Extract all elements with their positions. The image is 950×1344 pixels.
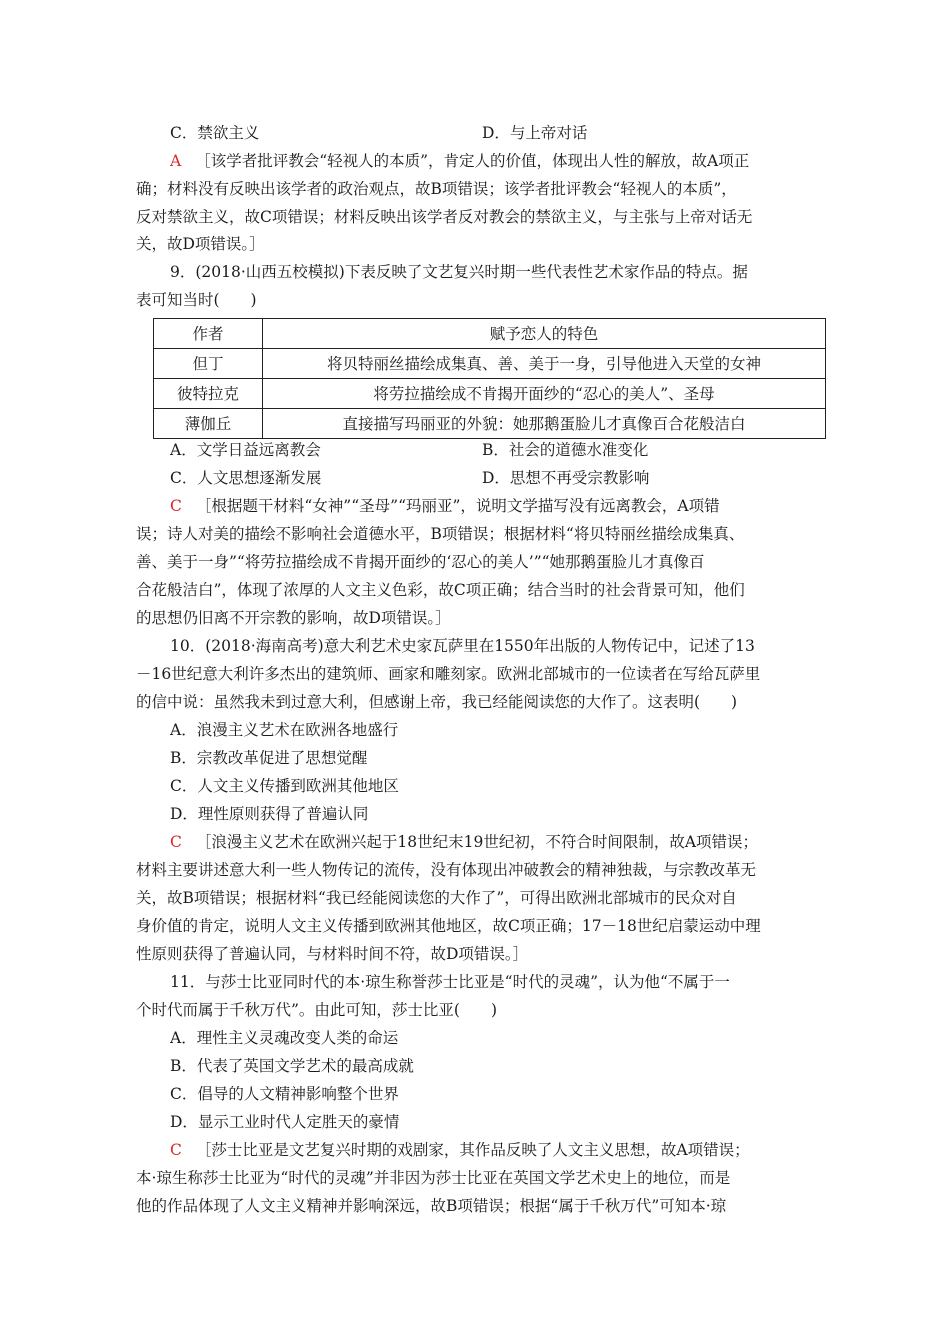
q9-explanation-line: 误；诗人对美的描绘不影响社会道德水平，B项错误；根据材料“将贝特丽丝描绘成集真、 <box>136 525 745 543</box>
q8-explanation-line: 反对禁欲主义，故C项错误；材料反映出该学者反对教会的禁欲主义，与主张与上帝对话无 <box>136 208 753 226</box>
table-row <box>154 379 826 409</box>
q10-option: B．宗教改革促进了思想觉醒 <box>170 749 368 767</box>
table-cell-feature: 直接描写玛丽亚的外貌：她那鹅蛋脸儿才真像百合花般洁白 <box>263 409 826 439</box>
q11-option: C．倡导的人文精神影响整个世界 <box>170 1085 399 1103</box>
q11-answer-letter: C <box>170 1141 182 1159</box>
table-row <box>154 409 826 439</box>
q11-stem-line: 个时代而属于千秋万代”。由此可知，莎士比亚( ) <box>136 1001 498 1019</box>
q9-table <box>153 318 826 439</box>
table-cell-feature: 将劳拉描绘成不肯揭开面纱的“忍心的美人”、圣母 <box>263 379 826 409</box>
q9-explanation-line: 的思想仍旧离不开宗教的影响，故D项错误。］ <box>136 609 451 627</box>
q8-explanation-line: 确；材料没有反映出该学者的政治观点，故B项错误；该学者批评教会“轻视人的本质”， <box>136 180 737 198</box>
q11-option: D．显示工业时代人定胜天的豪情 <box>170 1113 400 1131</box>
table-cell-author: 薄伽丘 <box>154 409 263 439</box>
q9-option-d: D．思想不再受宗教影响 <box>482 469 650 487</box>
q11-explanation-line: C ［莎士比亚是文艺复兴时期的戏剧家，其作品反映了人文主义思想，故A项错误； <box>170 1141 750 1159</box>
q10-option: D．理性原则获得了普遍认同 <box>170 805 369 823</box>
q10-explanation-line: 性原则获得了普遍认同，与材料时间不符，故D项错误。］ <box>136 945 529 963</box>
q10-explanation-line: 关，故B项错误；根据材料“我已经能阅读您的大作了”，可得出欧洲北部城市的民众对自 <box>136 889 737 907</box>
table-cell-feature: 将贝特丽丝描绘成集真、善、美于一身，引导他进入天堂的女神 <box>263 349 826 379</box>
q11-option: B．代表了英国文学艺术的最高成就 <box>170 1057 414 1075</box>
q10-option: C．人文主义传播到欧洲其他地区 <box>170 777 399 795</box>
q10-stem-line: 的信中说：虽然我未到过意大利，但感谢上帝，我已经能阅读您的大作了。这表明( ) <box>136 693 738 711</box>
q9-option-c: C．人文思想逐渐发展 <box>170 469 322 487</box>
table-header-cell: 作者 <box>154 319 263 349</box>
q10-stem-line: 10．(2018·海南高考)意大利艺术史家瓦萨里在1550年出版的人物传记中，记述了13 <box>170 637 755 655</box>
q11-option: A．理性主义灵魂改变人类的命运 <box>170 1029 399 1047</box>
table-cell-author: 但丁 <box>154 349 263 379</box>
q8-explanation-line: 关，故D项错误。］ <box>136 235 265 253</box>
q9-stem-line: 9．(2018·山西五校模拟)下表反映了文艺复兴时期一些代表性艺术家作品的特点。据 <box>170 263 748 281</box>
q8-explanation-line: A ［该学者批评教会“轻视人的本质”，肯定人的价值，体现出人性的解放，故A项正 <box>170 152 750 170</box>
table-header-cell: 赋予恋人的特色 <box>263 319 826 349</box>
q10-explanation-line: 身价值的肯定，说明人文主义传播到欧洲其他地区，故C项正确；17－18世纪启蒙运动中理 <box>136 917 761 935</box>
q10-answer-letter: C <box>170 833 182 851</box>
q10-explanation-line: 材料主要讲述意大利一些人物传记的流传，没有体现出冲破教会的精神独裁，与宗教改革无 <box>136 861 757 879</box>
table-cell-author: 彼特拉克 <box>154 379 263 409</box>
q11-explanation-line: 本·琼生称莎士比亚为“时代的灵魂”并非因为莎士比亚在英国文学艺术史上的地位，而是 <box>136 1169 731 1187</box>
q8-option-c: C．禁欲主义 <box>170 124 260 142</box>
table-header-row <box>154 319 826 349</box>
q9-option-b: B．社会的道德水准变化 <box>482 441 649 459</box>
table-row <box>154 349 826 379</box>
q9-option-a: A．文学日益远离教会 <box>170 441 321 459</box>
q9-stem-line: 表可知当时( ) <box>136 291 257 309</box>
q11-explanation-line: 他的作品体现了人文主义精神并影响深远，故B项错误；根据“属于千秋万代”可知本·琼 <box>136 1197 727 1215</box>
q9-explanation-line: C ［根据题干材料“女神”“圣母”“玛丽亚”，说明文学描写没有远离教会，A项错 <box>170 497 720 515</box>
q10-option: A．浪漫主义艺术在欧洲各地盛行 <box>170 721 399 739</box>
q10-explanation-line: C ［浪漫主义艺术在欧洲兴起于18世纪末19世纪初，不符合时间限制，故A项错误； <box>170 833 759 851</box>
q8-answer-letter: A <box>170 152 182 170</box>
q8-option-d: D．与上帝对话 <box>482 124 588 142</box>
q10-stem-line: －16世纪意大利许多杰出的建筑师、画家和雕刻家。欧洲北部城市的一位读者在写给瓦萨里 <box>136 665 761 683</box>
q9-explanation-line: 善、美于一身”“将劳拉描绘成不肯揭开面纱的‘忍心的美人’”“她那鹅蛋脸儿才真像百 <box>136 553 705 571</box>
q9-answer-letter: C <box>170 497 182 515</box>
q11-stem-line: 11．与莎士比亚同时代的本·琼生称誉莎士比亚是“时代的灵魂”，认为他“不属于一 <box>170 973 730 991</box>
q9-explanation-line: 合花般洁白”，体现了浓厚的人文主义色彩，故C项正确；结合当时的社会背景可知，他们 <box>136 581 745 599</box>
